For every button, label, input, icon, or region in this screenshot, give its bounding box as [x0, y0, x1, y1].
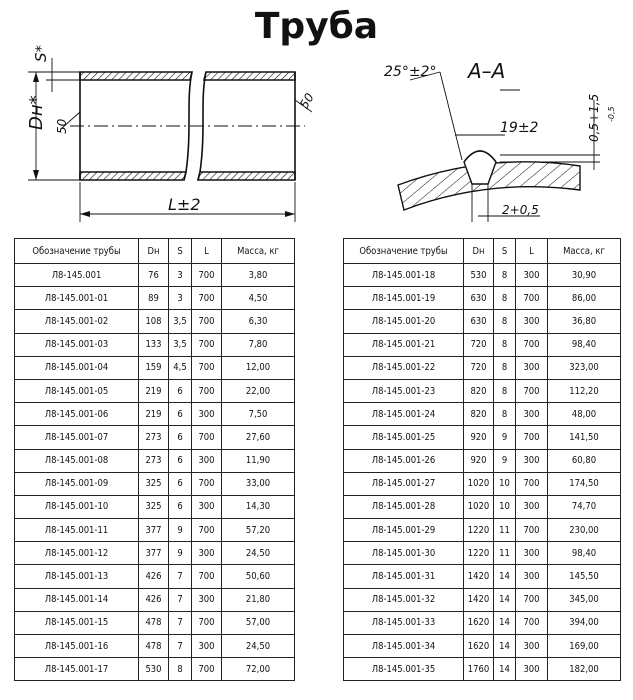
cell-designation: Л8-145.001-19 — [344, 287, 464, 310]
table-row — [15, 588, 295, 611]
cell-designation: Л8-145.001-03 — [15, 333, 139, 356]
cell-length: 700 — [192, 519, 222, 542]
cell-designation: Л8-145.001-25 — [344, 426, 464, 449]
cell-mass: 33,00 — [222, 472, 295, 495]
table-row — [344, 287, 621, 310]
cell-designation: Л8-145.001-06 — [15, 403, 139, 426]
cell-thickness: 9 — [169, 519, 192, 542]
cell-thickness: 3 — [169, 287, 192, 310]
cell-diameter: 133 — [139, 333, 169, 356]
root-gap-label: 2+0,5 — [502, 203, 539, 217]
cell-diameter: 325 — [139, 495, 169, 518]
cell-mass: 57,20 — [222, 519, 295, 542]
column-header-thickness: S — [169, 239, 192, 264]
cell-designation: Л8-145.001-35 — [344, 658, 464, 681]
cell-mass: 24,50 — [222, 635, 295, 658]
cell-diameter: 426 — [139, 565, 169, 588]
cell-mass: 24,50 — [222, 542, 295, 565]
cell-diameter: 530 — [139, 658, 169, 681]
cell-diameter: 377 — [139, 519, 169, 542]
cell-thickness: 3 — [169, 264, 192, 287]
section-label: А–А — [468, 59, 506, 83]
cell-length: 700 — [192, 472, 222, 495]
table-row — [344, 449, 621, 472]
column-header-length: L — [192, 239, 222, 264]
table-row — [344, 426, 621, 449]
bevel-angle-label: 25°±2° — [384, 64, 437, 80]
column-header-mass: Масса, кг — [548, 239, 621, 264]
cell-length: 700 — [192, 287, 222, 310]
cell-diameter: 1620 — [464, 635, 494, 658]
cell-thickness: 9 — [494, 449, 516, 472]
table-row — [15, 264, 295, 287]
cell-mass: 169,00 — [548, 635, 621, 658]
cell-length: 700 — [192, 611, 222, 634]
cell-designation: Л8-145.001-15 — [15, 611, 139, 634]
pipe-table-left — [14, 238, 295, 681]
table-row — [15, 472, 295, 495]
wall-thickness-label: S* — [32, 44, 50, 62]
cell-designation: Л8-145.001-01 — [15, 287, 139, 310]
column-header-designation: Обозначение трубы — [15, 239, 139, 264]
cell-diameter: 1020 — [464, 472, 494, 495]
cell-mass: 30,90 — [548, 264, 621, 287]
table-row — [15, 356, 295, 379]
cell-length: 700 — [192, 310, 222, 333]
cell-length: 300 — [192, 495, 222, 518]
cell-mass: 6,30 — [222, 310, 295, 333]
cell-designation: Л8-145.001-20 — [344, 310, 464, 333]
cell-length: 300 — [516, 356, 548, 379]
cell-thickness: 8 — [494, 379, 516, 402]
cell-mass: 21,80 — [222, 588, 295, 611]
cell-length: 300 — [516, 495, 548, 518]
cell-thickness: 7 — [169, 635, 192, 658]
table-row — [15, 449, 295, 472]
table-row — [15, 565, 295, 588]
offset-label: 0,5+1,5 — [587, 93, 601, 142]
cell-length: 300 — [516, 542, 548, 565]
cell-diameter: 377 — [139, 542, 169, 565]
cell-length: 300 — [516, 635, 548, 658]
cell-designation: Л8-145.001-23 — [344, 379, 464, 402]
cell-length: 300 — [516, 658, 548, 681]
cell-length: 700 — [192, 658, 222, 681]
cell-thickness: 7 — [169, 588, 192, 611]
cell-mass: 86,00 — [548, 287, 621, 310]
cell-length: 700 — [516, 472, 548, 495]
cell-thickness: 14 — [494, 611, 516, 634]
table-row — [15, 403, 295, 426]
cell-length: 700 — [192, 333, 222, 356]
cell-diameter: 159 — [139, 356, 169, 379]
cell-diameter: 630 — [464, 287, 494, 310]
cell-length: 300 — [192, 403, 222, 426]
cell-designation: Л8-145.001-34 — [344, 635, 464, 658]
cell-length: 700 — [192, 565, 222, 588]
cell-designation: Л8-145.001-16 — [15, 635, 139, 658]
cell-designation: Л8-145.001-21 — [344, 333, 464, 356]
cell-designation: Л8-145.001-27 — [344, 472, 464, 495]
root-face-label: 19±2 — [500, 120, 539, 136]
cell-designation: Л8-145.001-04 — [15, 356, 139, 379]
length-label: L±2 — [168, 195, 201, 214]
cell-mass: 11,90 — [222, 449, 295, 472]
cell-thickness: 8 — [494, 403, 516, 426]
cell-length: 700 — [192, 379, 222, 402]
cell-length: 300 — [516, 403, 548, 426]
pipe-drawing — [0, 0, 633, 238]
cell-designation: Л8-145.001-32 — [344, 588, 464, 611]
table-row — [344, 588, 621, 611]
cell-designation: Л8-145.001-07 — [15, 426, 139, 449]
cell-thickness: 6 — [169, 495, 192, 518]
cell-diameter: 219 — [139, 379, 169, 402]
cell-thickness: 6 — [169, 426, 192, 449]
cell-length: 700 — [516, 333, 548, 356]
cell-mass: 14,30 — [222, 495, 295, 518]
column-header-designation: Обозначение трубы — [344, 239, 464, 264]
cell-mass: 50,60 — [222, 565, 295, 588]
table-body — [15, 264, 295, 681]
cell-diameter: 1420 — [464, 588, 494, 611]
cell-mass: 112,20 — [548, 379, 621, 402]
cell-length: 300 — [192, 542, 222, 565]
cell-diameter: 219 — [139, 403, 169, 426]
cell-thickness: 10 — [494, 472, 516, 495]
cell-diameter: 1760 — [464, 658, 494, 681]
table-row — [15, 519, 295, 542]
cell-designation: Л8-145.001-18 — [344, 264, 464, 287]
column-header-thickness: S — [494, 239, 516, 264]
table-row — [344, 658, 621, 681]
cell-thickness: 14 — [494, 658, 516, 681]
cell-mass: 4,50 — [222, 287, 295, 310]
cell-mass: 230,00 — [548, 519, 621, 542]
cell-length: 700 — [516, 519, 548, 542]
cell-designation: Л8-145.001-02 — [15, 310, 139, 333]
table-row — [15, 635, 295, 658]
cell-length: 700 — [516, 588, 548, 611]
cell-thickness: 8 — [494, 287, 516, 310]
table-row — [15, 310, 295, 333]
cell-diameter: 720 — [464, 356, 494, 379]
cell-thickness: 10 — [494, 495, 516, 518]
cell-length: 700 — [192, 264, 222, 287]
cell-diameter: 76 — [139, 264, 169, 287]
cell-mass: 22,00 — [222, 379, 295, 402]
cell-thickness: 6 — [169, 379, 192, 402]
table-row — [344, 379, 621, 402]
cell-thickness: 11 — [494, 519, 516, 542]
column-header-length: L — [516, 239, 548, 264]
cell-length: 700 — [192, 356, 222, 379]
section-a-a-view — [398, 72, 600, 222]
cell-thickness: 8 — [169, 658, 192, 681]
cell-thickness: 8 — [494, 310, 516, 333]
cell-length: 700 — [516, 611, 548, 634]
table-row — [344, 356, 621, 379]
cell-mass: 141,50 — [548, 426, 621, 449]
cell-length: 700 — [192, 426, 222, 449]
cell-mass: 72,00 — [222, 658, 295, 681]
cell-thickness: 14 — [494, 565, 516, 588]
cell-mass: 36,80 — [548, 310, 621, 333]
cell-mass: 7,50 — [222, 403, 295, 426]
cell-designation: Л8-145.001-08 — [15, 449, 139, 472]
cell-designation: Л8-145.001-14 — [15, 588, 139, 611]
table-row — [15, 611, 295, 634]
column-header-diameter: Dн — [464, 239, 494, 264]
table-row — [15, 658, 295, 681]
cell-mass: 323,00 — [548, 356, 621, 379]
cell-mass: 174,50 — [548, 472, 621, 495]
cell-diameter: 720 — [464, 333, 494, 356]
table-row — [15, 426, 295, 449]
cell-diameter: 920 — [464, 449, 494, 472]
cell-diameter: 89 — [139, 287, 169, 310]
cell-thickness: 7 — [169, 611, 192, 634]
cell-designation: Л8-145.001-10 — [15, 495, 139, 518]
table-row — [15, 333, 295, 356]
table-row — [344, 542, 621, 565]
cell-thickness: 3,5 — [169, 310, 192, 333]
table-header-row — [15, 239, 295, 264]
table-row — [344, 472, 621, 495]
cell-length: 700 — [516, 287, 548, 310]
cell-thickness: 6 — [169, 403, 192, 426]
cell-diameter: 478 — [139, 611, 169, 634]
cell-length: 300 — [192, 588, 222, 611]
cell-diameter: 1620 — [464, 611, 494, 634]
cell-length: 300 — [516, 310, 548, 333]
cell-designation: Л8-145.001-13 — [15, 565, 139, 588]
table-row — [344, 519, 621, 542]
cell-mass: 98,40 — [548, 542, 621, 565]
cell-length: 700 — [516, 426, 548, 449]
cell-designation: Л8-145.001-33 — [344, 611, 464, 634]
cell-mass: 12,00 — [222, 356, 295, 379]
cell-thickness: 4,5 — [169, 356, 192, 379]
cell-diameter: 1420 — [464, 565, 494, 588]
cell-diameter: 1220 — [464, 519, 494, 542]
chamfer-left-label: 50 — [55, 118, 69, 134]
cell-thickness: 8 — [494, 333, 516, 356]
cell-diameter: 820 — [464, 379, 494, 402]
cell-diameter: 920 — [464, 426, 494, 449]
cell-thickness: 8 — [494, 264, 516, 287]
cell-diameter: 630 — [464, 310, 494, 333]
table-row — [344, 495, 621, 518]
cell-designation: Л8-145.001-12 — [15, 542, 139, 565]
cell-designation: Л8-145.001-24 — [344, 403, 464, 426]
table-row — [344, 635, 621, 658]
table-row — [344, 333, 621, 356]
cell-diameter: 478 — [139, 635, 169, 658]
cell-mass: 145,50 — [548, 565, 621, 588]
table-row — [15, 542, 295, 565]
cell-diameter: 1020 — [464, 495, 494, 518]
cell-designation: Л8-145.001-11 — [15, 519, 139, 542]
offset-tolerance-label: -0,5 — [607, 106, 616, 122]
table-body — [344, 264, 621, 681]
cell-mass: 60,80 — [548, 449, 621, 472]
cell-thickness: 3,5 — [169, 333, 192, 356]
cell-thickness: 11 — [494, 542, 516, 565]
cell-length: 300 — [192, 635, 222, 658]
cell-designation: Л8-145.001-28 — [344, 495, 464, 518]
cell-mass: 3,80 — [222, 264, 295, 287]
outer-diameter-label: Dн* — [26, 95, 47, 130]
cell-thickness: 8 — [494, 356, 516, 379]
cell-thickness: 14 — [494, 635, 516, 658]
cell-diameter: 273 — [139, 426, 169, 449]
table-row — [344, 264, 621, 287]
cell-thickness: 7 — [169, 565, 192, 588]
chamfer-right-label: 50 — [297, 90, 317, 111]
cell-diameter: 108 — [139, 310, 169, 333]
cell-diameter: 325 — [139, 472, 169, 495]
table-header-row — [344, 239, 621, 264]
cell-length: 700 — [516, 379, 548, 402]
page-title: Труба — [254, 6, 379, 47]
cell-mass: 394,00 — [548, 611, 621, 634]
cell-thickness: 14 — [494, 588, 516, 611]
cell-mass: 98,40 — [548, 333, 621, 356]
table-row — [15, 287, 295, 310]
cell-length: 300 — [516, 565, 548, 588]
cell-designation: Л8-145.001 — [15, 264, 139, 287]
cell-thickness: 9 — [169, 542, 192, 565]
cell-length: 300 — [516, 264, 548, 287]
cell-designation: Л8-145.001-31 — [344, 565, 464, 588]
cell-diameter: 426 — [139, 588, 169, 611]
cell-mass: 74,70 — [548, 495, 621, 518]
cell-diameter: 530 — [464, 264, 494, 287]
cell-designation: Л8-145.001-26 — [344, 449, 464, 472]
table-row — [344, 565, 621, 588]
cell-designation: Л8-145.001-05 — [15, 379, 139, 402]
cell-thickness: 9 — [494, 426, 516, 449]
cell-thickness: 6 — [169, 449, 192, 472]
cell-length: 300 — [192, 449, 222, 472]
table-row — [344, 611, 621, 634]
cell-designation: Л8-145.001-29 — [344, 519, 464, 542]
cell-mass: 182,00 — [548, 658, 621, 681]
cell-length: 300 — [516, 449, 548, 472]
cell-designation: Л8-145.001-22 — [344, 356, 464, 379]
cell-mass: 345,00 — [548, 588, 621, 611]
column-header-diameter: Dн — [139, 239, 169, 264]
table-row — [15, 379, 295, 402]
table-row — [15, 495, 295, 518]
cell-designation: Л8-145.001-17 — [15, 658, 139, 681]
cell-thickness: 6 — [169, 472, 192, 495]
pipe-table-right — [343, 238, 621, 681]
table-row — [344, 403, 621, 426]
cell-mass: 7,80 — [222, 333, 295, 356]
cell-mass: 57,00 — [222, 611, 295, 634]
cell-mass: 27,60 — [222, 426, 295, 449]
cell-mass: 48,00 — [548, 403, 621, 426]
cell-diameter: 273 — [139, 449, 169, 472]
table-row — [344, 310, 621, 333]
cell-designation: Л8-145.001-09 — [15, 472, 139, 495]
cell-designation: Л8-145.001-30 — [344, 542, 464, 565]
cell-diameter: 1220 — [464, 542, 494, 565]
column-header-mass: Масса, кг — [222, 239, 295, 264]
cell-diameter: 820 — [464, 403, 494, 426]
